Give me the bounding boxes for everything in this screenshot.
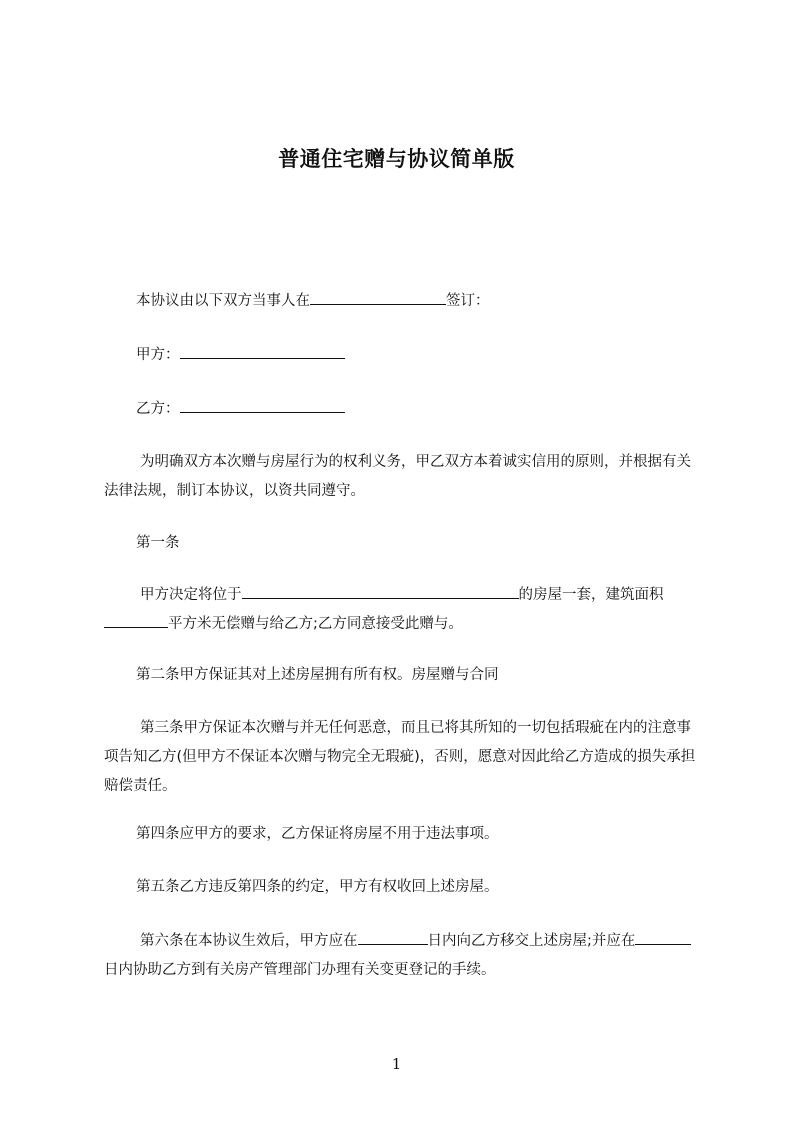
article-6-text-1: 第六条在本协议生效后，甲方应在: [140, 933, 358, 949]
article-5-paragraph: 第五条乙方违反第四条的约定，甲方有权收回上述房屋。: [136, 879, 499, 895]
article-3-paragraph: 第三条甲方保证本次赠与并无任何恶意，而且已将其所知的一切包括瑕疵在内的注意事项告知乙方(但甲方不保证本次赠与物完全无瑕疵)，否则，愿意对因此给乙方造成的损失承担赔偿责任。: [104, 720, 696, 794]
article-6-paragraph: [104, 927, 701, 985]
intro-text-before: 本协议由以下双方当事人在: [136, 293, 310, 309]
signing-place-blank: [310, 287, 446, 305]
party-a-label: 甲方：: [136, 347, 180, 363]
house-location-blank: [242, 581, 519, 599]
intro-text-after: 签订：: [446, 293, 490, 309]
purpose-paragraph: 为明确双方本次赠与房屋行为的权利义务，甲乙双方本着诚实信用的原则，并根据有关法律法规，制订本协议，以资共同遵守。: [104, 454, 691, 499]
floor-area-blank: [104, 610, 168, 628]
party-a-blank: [180, 341, 345, 359]
article-2-paragraph: 第二条甲方保证其对上述房屋拥有所有权。房屋赠与合同: [136, 667, 499, 683]
article-1-text-2: 的房屋一套，建筑面积: [518, 587, 664, 603]
article-6-text-2: 日内向乙方移交上述房屋;并应在: [427, 933, 636, 949]
party-b-label: 乙方：: [136, 401, 180, 417]
page-number: 1: [391, 1055, 402, 1073]
article-1-text-1: 甲方决定将位于: [140, 587, 242, 603]
article-1-paragraph: [104, 581, 701, 639]
article-1-heading: 第一条: [136, 535, 180, 551]
party-b-line: [104, 395, 701, 424]
registration-days-blank: [635, 927, 691, 945]
article-4-paragraph: 第四条应甲方的要求，乙方保证将房屋不用于违法事项。: [136, 826, 499, 842]
document-title: 普通住宅赠与协议简单版: [278, 147, 515, 171]
handover-days-blank: [358, 927, 428, 945]
intro-paragraph: [104, 287, 701, 316]
article-1-text-3: 平方米无偿赠与给乙方;乙方同意接受此赠与。: [168, 616, 463, 632]
party-b-blank: [180, 395, 345, 413]
party-a-line: [104, 341, 701, 370]
article-6-text-3: 日内协助乙方到有关房产管理部门办理有关变更登记的手续。: [104, 962, 496, 978]
